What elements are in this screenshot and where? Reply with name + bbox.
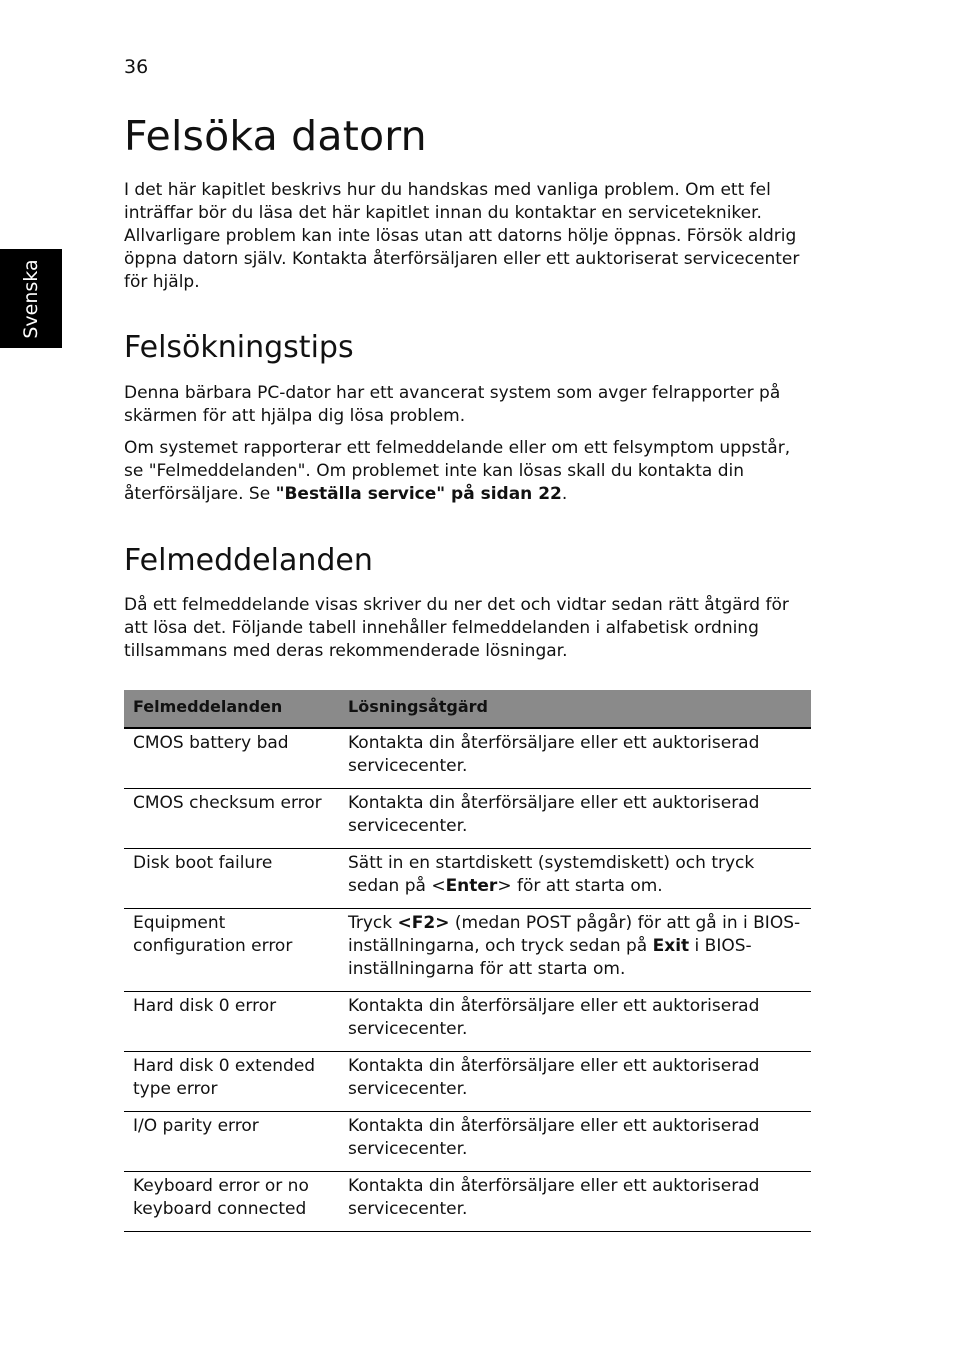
solution-text: Sätt in en startdiskett (systemdiskett) och tryck sedan på < <box>348 853 755 896</box>
solution-cell <box>339 909 811 992</box>
error-cell: I/O parity error <box>124 1112 339 1172</box>
solution-text: > för att starta om. <box>497 876 663 896</box>
solution-text: Tryck <box>348 913 398 933</box>
error-cell: CMOS checksum error <box>124 789 339 849</box>
error-cell: Hard disk 0 extended type error <box>124 1052 339 1112</box>
language-tab <box>0 249 62 348</box>
solution-text: i BIOS-inställningarna för att starta om. <box>348 936 752 979</box>
error-table <box>124 690 811 1232</box>
table-row <box>124 1112 811 1172</box>
page-title: Felsöka datorn <box>124 112 427 160</box>
table-row <box>124 849 811 909</box>
solution-cell: Kontakta din återförsäljare eller ett auktoriserad servicecenter. <box>339 728 811 789</box>
solution-cell: Kontakta din återförsäljare eller ett auktoriserad servicecenter. <box>339 1172 811 1232</box>
error-cell: Equipment configuration error <box>124 909 339 992</box>
errors-paragraph: Då ett felmeddelande visas skriver du ner det och vidtar sedan rätt åtgärd för att lösa det. Följande tabell innehåller felmeddelanden i alfabetisk ordning tillsammans med deras rekommenderade lösningar. <box>124 595 789 661</box>
enter-key-label: Enter <box>445 876 498 896</box>
error-cell: CMOS battery bad <box>124 728 339 789</box>
table-row <box>124 728 811 789</box>
table-row <box>124 992 811 1052</box>
language-tab-label: Svenska <box>20 259 42 339</box>
error-cell: Disk boot failure <box>124 849 339 909</box>
error-cell: Hard disk 0 error <box>124 992 339 1052</box>
table-header-error: Felmeddelanden <box>124 690 339 728</box>
exit-label: Exit <box>652 936 690 956</box>
tips-paragraph-2-text: Om systemet rapporterar ett felmeddelande eller om ett felsymptom uppstår, se "Felmeddelanden". Om problemet inte kan lösas skall du kontakta din återförsäljare. Se <box>124 438 791 504</box>
intro-paragraph: I det här kapitlet beskrivs hur du handskas med vanliga problem. Om ett fel inträffar bör du läsa det här kapitlet innan du kontaktar en servicetekniker. Allvarligare problem kan inte lösas utan att datorns hölje öppnas. Försök aldrig öppna datorn själv. Kontakta återförsäljaren eller ett auktoriserat servicecenter för hjälp. <box>124 180 800 292</box>
section-heading-felsokningstips: Felsökningstips <box>124 330 354 365</box>
solution-cell: Kontakta din återförsäljare eller ett auktoriserad servicecenter. <box>339 1112 811 1172</box>
section-heading-felmeddelanden: Felmeddelanden <box>124 543 373 578</box>
tips-paragraph-2 <box>124 437 814 506</box>
solution-cell: Kontakta din återförsäljare eller ett auktoriserad servicecenter. <box>339 789 811 849</box>
table-row <box>124 789 811 849</box>
page-number: 36 <box>124 56 149 78</box>
tips-paragraph-2-end: . <box>561 484 568 504</box>
table-header-solution: Lösningsåtgärd <box>339 690 811 728</box>
error-cell: Keyboard error or no keyboard connected <box>124 1172 339 1232</box>
solution-cell <box>339 849 811 909</box>
solution-cell: Kontakta din återförsäljare eller ett auktoriserad servicecenter. <box>339 992 811 1052</box>
table-header-row <box>124 690 811 728</box>
table-row <box>124 1052 811 1112</box>
solution-text: (medan POST pågår) för att gå in i BIOS-inställningarna, och tryck sedan på <box>348 913 801 956</box>
tips-paragraph-1: Denna bärbara PC-dator har ett avancerat system som avger felrapporter på skärmen för att hjälpa dig lösa problem. <box>124 383 781 426</box>
table-row <box>124 909 811 992</box>
table-row <box>124 1172 811 1232</box>
solution-cell: Kontakta din återförsäljare eller ett auktoriserad servicecenter. <box>339 1052 811 1112</box>
service-link[interactable]: "Beställa service" på sidan 22 <box>275 484 562 504</box>
f2-key-label: <F2> <box>397 913 450 933</box>
